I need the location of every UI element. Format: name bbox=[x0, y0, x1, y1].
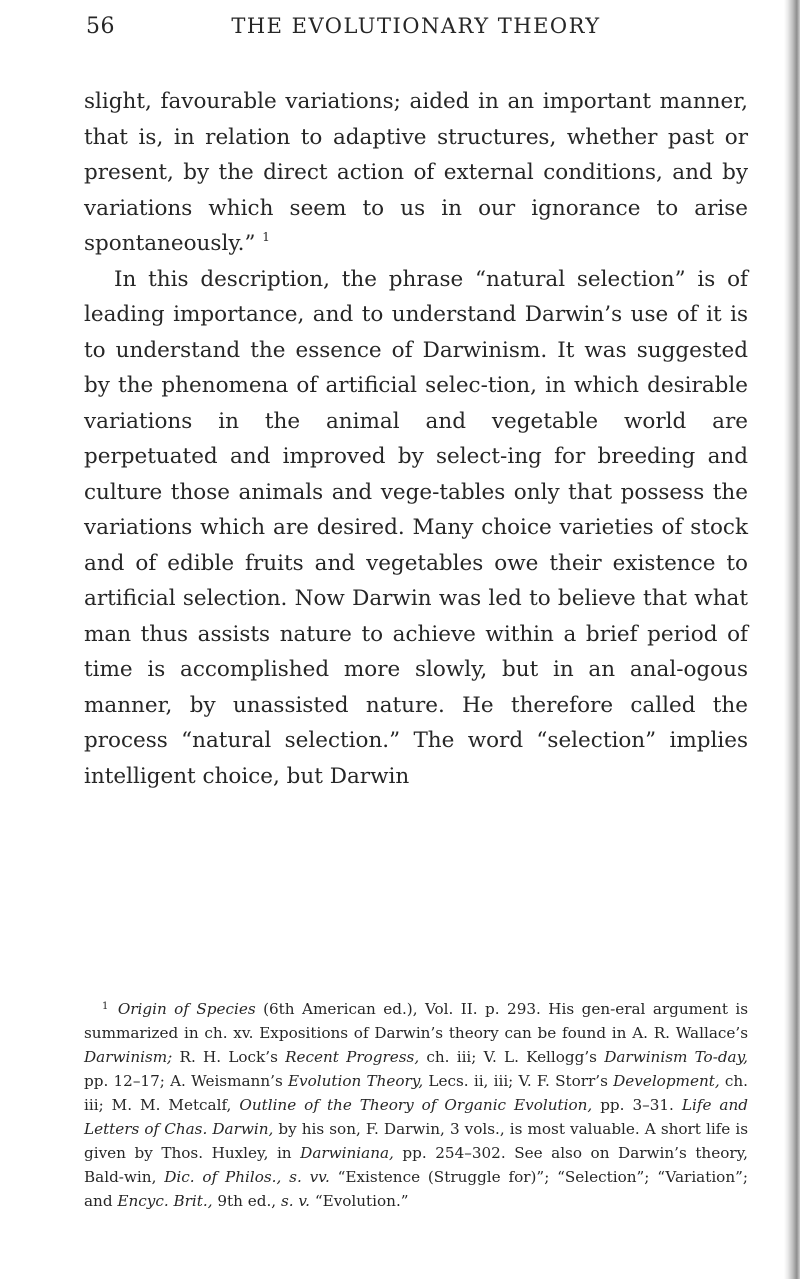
footnote-title: s. v. bbox=[280, 1192, 311, 1210]
footnote-title: Darwinism To-day, bbox=[604, 1048, 749, 1066]
footnote-title: Outline of the Theory of Organic Evolution, bbox=[239, 1096, 593, 1114]
footnote-text: “Existence (Struggle for)”; “Selection”; “Variation”; and bbox=[84, 1168, 748, 1210]
footnote-marker: 1 bbox=[102, 1001, 109, 1012]
footnote-text: R. H. Lock’s bbox=[172, 1048, 286, 1066]
footnote-reference: 1 bbox=[262, 230, 270, 244]
footnote-title: Encyc. Brit., bbox=[117, 1192, 213, 1210]
footnote-title: Life and Letters of Chas. Darwin, bbox=[84, 1096, 748, 1138]
footnote-title: Darwiniana, bbox=[300, 1144, 394, 1162]
footnote-title: Development, bbox=[613, 1072, 720, 1090]
paragraph-1-text: slight, favourable variations; aided in an important manner, that is, in relation to adaptive structures, whether past or present, by the direct action of external conditions, and by variations which seem to us in our ignorance to arise spontaneously.” bbox=[84, 89, 748, 256]
footnote-title: Darwinism; bbox=[84, 1048, 173, 1066]
footnote-text: 9th ed., bbox=[212, 1192, 281, 1210]
running-head: THE EVOLUTIONARY THEORY bbox=[231, 14, 601, 38]
paragraph-1 bbox=[84, 84, 748, 262]
paragraph-2: In this description, the phrase “natural selection” is of leading importance, and to understand Darwin’s use of it is to understand the essence of Darwinism. It was suggested by the phenomena of artificial selec-tion, in which desirable variations in the animal and vegetable world are perpetuated and improved by select-ing for breeding and culture those animals and vege-tables only that possess the variations which are desired. Many choice varieties of stock and of edible fruits and vegetables owe their existence to artificial selection. Now Darwin was led to believe that what man thus assists nature to achieve within a brief period of time is accomplished more slowly, but in an anal-ogous manner, by unassisted nature. He therefore called the process “natural selection.” The word “selection” implies intelligent choice, but Darwin bbox=[84, 266, 748, 789]
footnote-title: Dic. of Philos., s. vv. bbox=[164, 1168, 330, 1186]
footnote-text: pp. 254–302. See also on Darwin’s theory, Bald-win, bbox=[84, 1144, 748, 1186]
footnote-text: ch. iii; V. L. Kellogg’s bbox=[419, 1048, 605, 1066]
footnote-1 bbox=[84, 997, 748, 1213]
page-header bbox=[86, 14, 746, 54]
footnote-text: ch. iii; M. M. Metcalf, bbox=[84, 1072, 748, 1114]
footnote-text: “Evolution.” bbox=[310, 1192, 409, 1210]
footnotes bbox=[84, 997, 748, 1213]
footnote-text: by his son, F. Darwin, 3 vols., is most valuable. A short life is given by Thos. Huxley, in bbox=[84, 1120, 749, 1162]
footnote-text: pp. 12–17; A. Weismann’s bbox=[84, 1072, 288, 1090]
body-text bbox=[84, 84, 748, 794]
footnote-title: Evolution Theory, bbox=[287, 1072, 424, 1090]
footnote-text: Lecs. ii, iii; V. F. Storr’s bbox=[423, 1072, 614, 1090]
page-edge-shadow bbox=[784, 0, 800, 1279]
footnote-title: Recent Progress, bbox=[285, 1048, 420, 1066]
page-number: 56 bbox=[86, 14, 115, 39]
footnote-text: pp. 3–31. bbox=[592, 1096, 682, 1114]
footnote-text: (6th American ed.), Vol. II. p. 293. His gen-eral argument is summarized in ch. xv. Expositions of Darwin’s theory can be found in A. R. Wallace’s bbox=[84, 1000, 749, 1042]
footnote-title: Origin of Species bbox=[117, 1000, 256, 1018]
